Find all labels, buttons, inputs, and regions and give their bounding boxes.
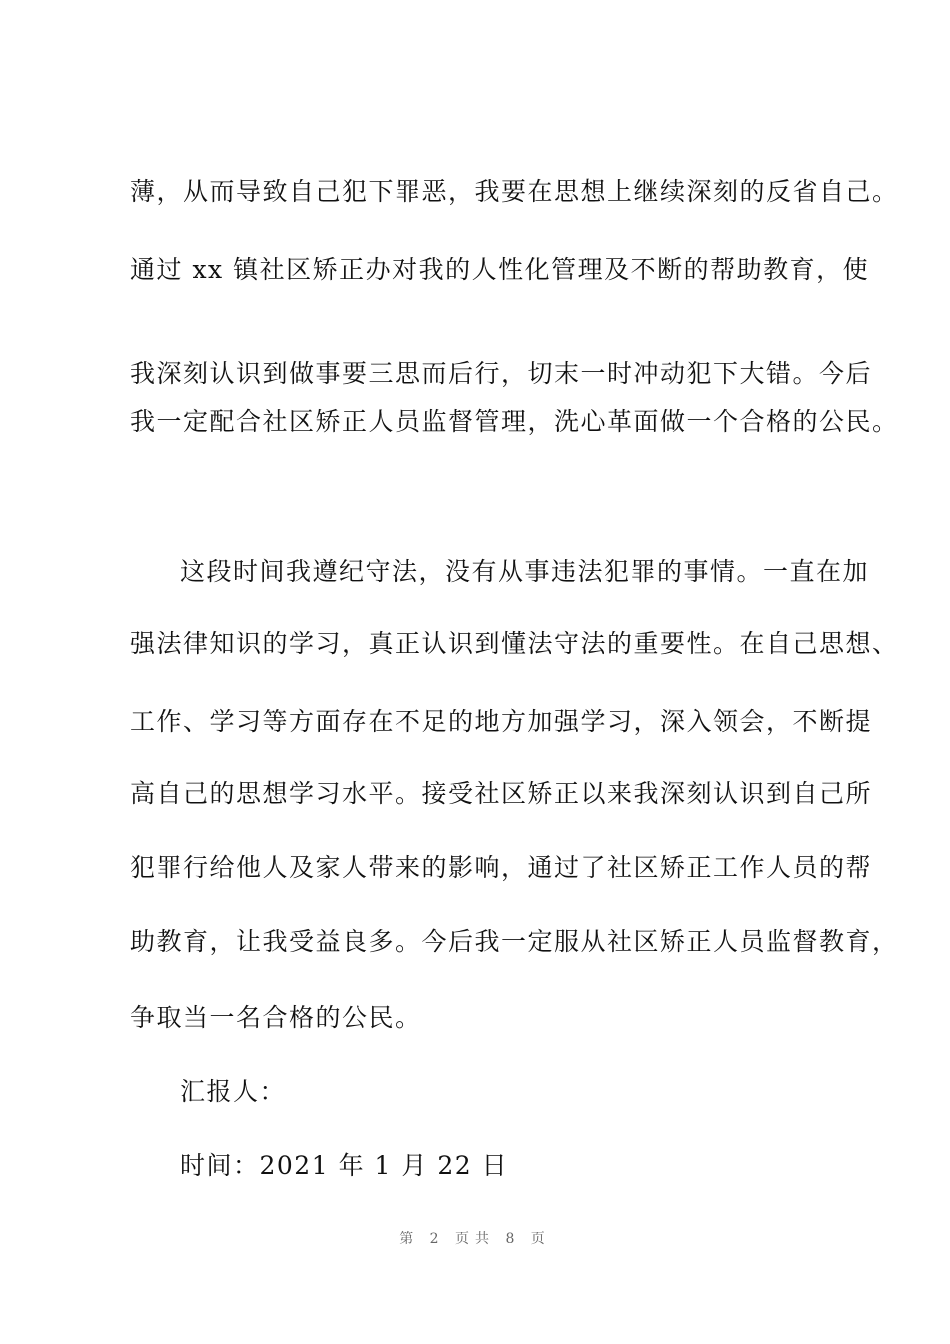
report-date: 时间：2021 年 1 月 22 日	[180, 1151, 509, 1180]
paragraph2-line-4: 高自己的思想学习水平。接受社区矫正以来我深刻认识到自己所	[130, 779, 873, 808]
paragraph2-line-7: 争取当一名合格的公民。	[130, 1003, 422, 1032]
paragraph2-line-6: 助教育，让我受益良多。今后我一定服从社区矫正人员监督教育，	[130, 927, 899, 956]
paragraph2-line-2: 强法律知识的学习，真正认识到懂法守法的重要性。在自己思想、	[130, 629, 899, 658]
paragraph2-line-5: 犯罪行给他人及家人带来的影响，通过了社区矫正工作人员的帮	[130, 853, 873, 882]
paragraph1-line-4: 我一定配合社区矫正人员监督管理，洗心革面做一个合格的公民。	[130, 407, 899, 436]
paragraph1-line-2: 通过 xx 镇社区矫正办对我的人性化管理及不断的帮助教育，使	[130, 255, 870, 284]
paragraph2-line-1: 这段时间我遵纪守法，没有从事违法犯罪的事情。一直在加	[180, 557, 870, 586]
page-number-footer: 第 2 页共 8 页	[399, 1231, 551, 1247]
reporter-label: 汇报人：	[180, 1077, 287, 1106]
paragraph1-line-3: 我深刻认识到做事要三思而后行，切末一时冲动犯下大错。今后	[130, 359, 873, 388]
paragraph1-line-1: 薄，从而导致自己犯下罪恶，我要在思想上继续深刻的反省自己。	[130, 177, 899, 206]
paragraph2-line-3: 工作、学习等方面存在不足的地方加强学习，深入领会，不断提	[130, 707, 873, 736]
